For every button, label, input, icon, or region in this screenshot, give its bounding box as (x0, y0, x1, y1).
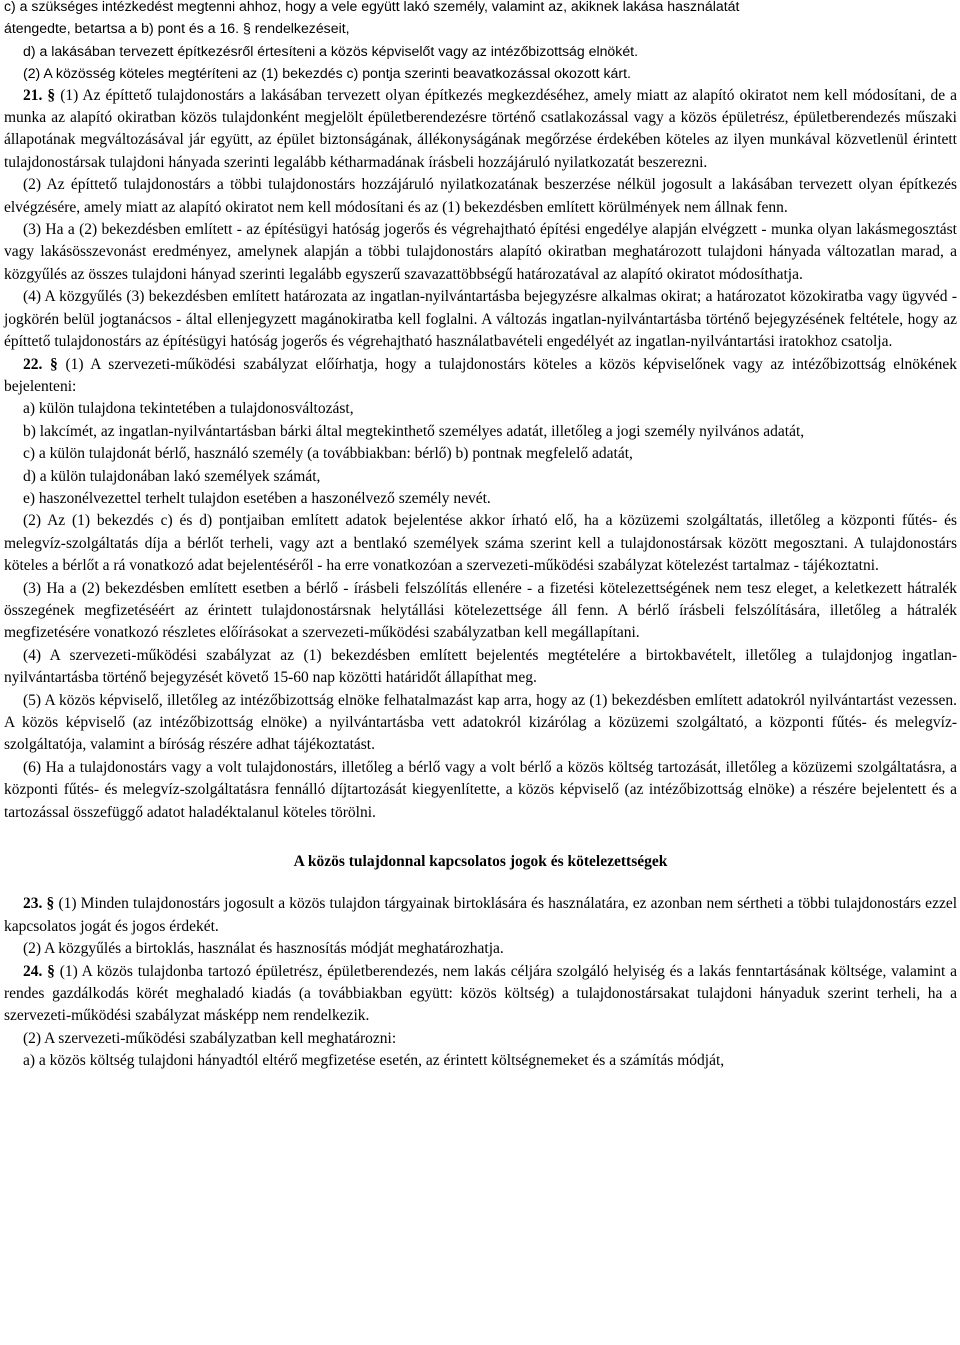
section-heading: A közös tulajdonnal kapcsolatos jogok és kötelezettségek (293, 853, 668, 871)
section-22-item-a: a) külön tulajdona tekintetében a tulajdonosváltozást, (23, 400, 354, 418)
section-22-item-e: e) haszonélvezettel terhelt tulajdon esetében a haszonélvező személy nevét. (23, 489, 491, 507)
section-24-paragraph-2: (2) A szervezeti-működési szabályzatban kell meghatározni: (23, 1029, 397, 1047)
section-22-paragraph-2: (2) Az (1) bekezdés c) és d) pontjaiban említett adatok bejelentése akkor írható elő, ha a közüzemi szolgáltatás, illetőleg a központi fűtés- és melegvíz-szolgáltatás díja a bérlőt terheli, vagy azt a bentlakó személyek száma szerint kell a tulajdonostársak között megosztani. A tulajdonostárs köteles a bérlőt a rá vonatkozó adat bejelentéséről - ha erre vonatkozóan a szervezeti-működési szabályzat kötelezést tartalmaz - tájékoztatni. (4, 512, 957, 575)
section-22-paragraph-1 (4, 354, 957, 399)
section-21-paragraph-2: (2) Az építtető tulajdonostárs a többi tulajdonostárs hozzájáruló nyilatkozatának beszerzése nélkül jogosult a lakásában tervezett olyan építkezés elvégzésére, amely miatt az alapító okiratot nem kell módosítani és az (1) bekezdésben említett körülmények nem állnak fenn. (4, 176, 957, 216)
section-22-item-c: c) a külön tulajdonát bérlő, használó személy (a továbbiakban: bérlő) b) pontnak megfelelő adatát, (23, 445, 633, 463)
section-22-item-d: d) a külön tulajdonában lakó személyek számát, (23, 467, 321, 485)
section-22-number: 22. § (23, 355, 58, 373)
section-21-paragraph-3: (3) Ha a (2) bekezdésben említett - az építésügyi hatóság jogerős és végrehajtható építési engedélye alapján elvégzett - munka olyan lakásmegosztást vagy lakásösszevonást eredményez, amelynek alapján a többi tulajdonostárs alapító okiratban meghatározott tulajdoni hányada változatlan marad, a közgyűlés az összes tulajdoni hányad szerinti legalább egyszerű szavazattöbbségű határozatával az alapító okiratot módosíthatja. (4, 221, 957, 283)
section-23-number: 23. § (23, 895, 55, 913)
section-23-paragraph-2: (2) A közgyűlés a birtoklás, használat és hasznosítás módját meghatározhatja. (23, 940, 504, 958)
section-22-paragraph-4: (4) A szervezeti-működési szabályzat az (1) bekezdésben említett bejelentés megtételére a birtokbavételt, illetőleg a tulajdonjog ingatlan-nyilvántartásba történő bejegyzését követő 15-60 nap közötti határidőt állapíthat meg. (4, 646, 957, 687)
section-21-p1-text: (1) Az építtető tulajdonostárs a lakásában tervezett olyan építkezés megkezdéséhez, amely miatt az alapító okiratot nem kell módosítani, de a munka az alapító okiratban közös tulajdonként megjelölt épületberendezésre történő csatlakozással vagy a közös épületrész, épületberendezés műszaki állapotának megváltozásával jár együtt, az épület biztonságának, állékonyságának megőrzése érdekében köteles az ilyen munkával közvetlenül érintett tulajdonostársak tulajdoni hányada szerinti legalább kétharmadának írásbeli hozzájáruló nyilatkozatát beszerezni. (4, 86, 958, 171)
section-23-paragraph-1 (4, 893, 957, 938)
section-24-item-a: a) a közös költség tulajdoni hányadtól eltérő megfizetése esetén, az érintett költségnemeket és a számítás módját, (23, 1052, 725, 1070)
section-22-p1-text: (1) A szervezeti-működési szabályzat előírhatja, hogy a tulajdonostárs köteles a közös képviselőnek vagy az intézőbizottság elnökének bejelenteni: (4, 355, 958, 395)
section-21-paragraph-4: (4) A közgyűlés (3) bekezdésben említett határozata az ingatlan-nyilvántartásba bejegyzésre alkalmas okirat; a határozatot közokiratba vagy ügyvéd - jogkörén belül jogtanácsos - által ellenjegyzett magánokiratba kell foglalni. A változás ingatlan-nyilvántartásba történő bejegyzésének feltétele, hogy az építtető tulajdonostárs az építésügyi hatóság jogerős és végrehajtható használatbavételi engedélyét az ingatlan-nyilvántartási iratokhoz csatolja. (4, 288, 957, 351)
section-21-number: 21. § (23, 86, 56, 104)
section-22-paragraph-6: (6) Ha a tulajdonostárs vagy a volt tulajdonostárs, illetőleg a bérlő vagy a volt bérlő a közös költség tartozását, illetőleg a közüzemi szolgáltatásra, a központi fűtés- és melegvíz-szolgáltatásra fennálló díjtartozását kiegyenlítette, a közös képviselő (az intézőbizottság elnöke) a részére bejelentett és a tartozással összefüggő adatot haladéktalanul köteles törölni. (4, 758, 957, 821)
section-24-number: 24. § (23, 962, 55, 980)
fragment-line-1: c) a szükséges intézkedést megtenni ahhoz, hogy a vele együtt lakó személy, valamint az, akiknek lakása használatát (4, 0, 740, 14)
section-22-paragraph-3: (3) Ha a (2) bekezdésben említett esetben a bérlő - írásbeli felszólítás ellenére - a fizetési kötelezettségének nem tesz eleget, a keletkezett hátralék összegének megfizetéséért az érintett tulajdonostársnak helytállási kötelezettsége áll fenn. A bérlő írásbeli felszólítására, illetőleg a hátralék megfizetésére vonatkozó részletes előírásokat a szervezeti-működési szabályzatban kell megállapítani. (4, 579, 957, 642)
fragment-line-2: átengedte, betartsa a b) pont és a 16. § rendelkezéseit, (4, 20, 350, 37)
section-23-p1-text: (1) Minden tulajdonostárs jogosult a közös tulajdon tárgyainak birtoklására és használatára, ez azonban nem sértheti a többi tulajdonostárs ezzel kapcsolatos jogát és jogos érdekét. (4, 895, 958, 935)
section-22-item-b: b) lakcímét, az ingatlan-nyilvántartásban bárki által megtekinthető személyes adatát, illetőleg a jogi személy nyilvános adatát, (23, 422, 805, 440)
section-21-paragraph-1 (4, 85, 957, 175)
section-22-paragraph-5: (5) A közös képviselő, illetőleg az intézőbizottság elnöke felhatalmazást kap arra, hogy az (1) bekezdésben említett adatokról nyilvántartást vezessen. A közös képviselő (az intézőbizottság elnöke) a nyilvántartásba vett adatokról kizárólag a közüzemi szolgáltató, a központi fűtés- és melegvíz-szolgáltatója, valamint a bíróság részére adhat tájékoztatást. (4, 691, 957, 754)
section-24-p1-text: (1) A közös tulajdonba tartozó épületrész, épületberendezés, nem lakás céljára szolgáló helyiség és a lakás fenntartásának költsége, valamint a rendes gazdálkodás körét meghaladó kiadás (a továbbiakban együtt: közös költség) a tulajdonostársakat tulajdoni hányaduk szerint terheli, ha a szervezeti-működési szabályzat másképp nem rendelkezik. (4, 962, 957, 1025)
fragment-item-d: d) a lakásában tervezett építkezésről értesíteni a közös képviselőt vagy az intézőbizottság elnökét. (23, 42, 638, 59)
section-24-paragraph-1 (4, 961, 957, 1028)
fragment-paragraph-2: (2) A közösség köteles megtéríteni az (1) bekezdés c) pontja szerinti beavatkozással okozott kárt. (23, 65, 631, 82)
